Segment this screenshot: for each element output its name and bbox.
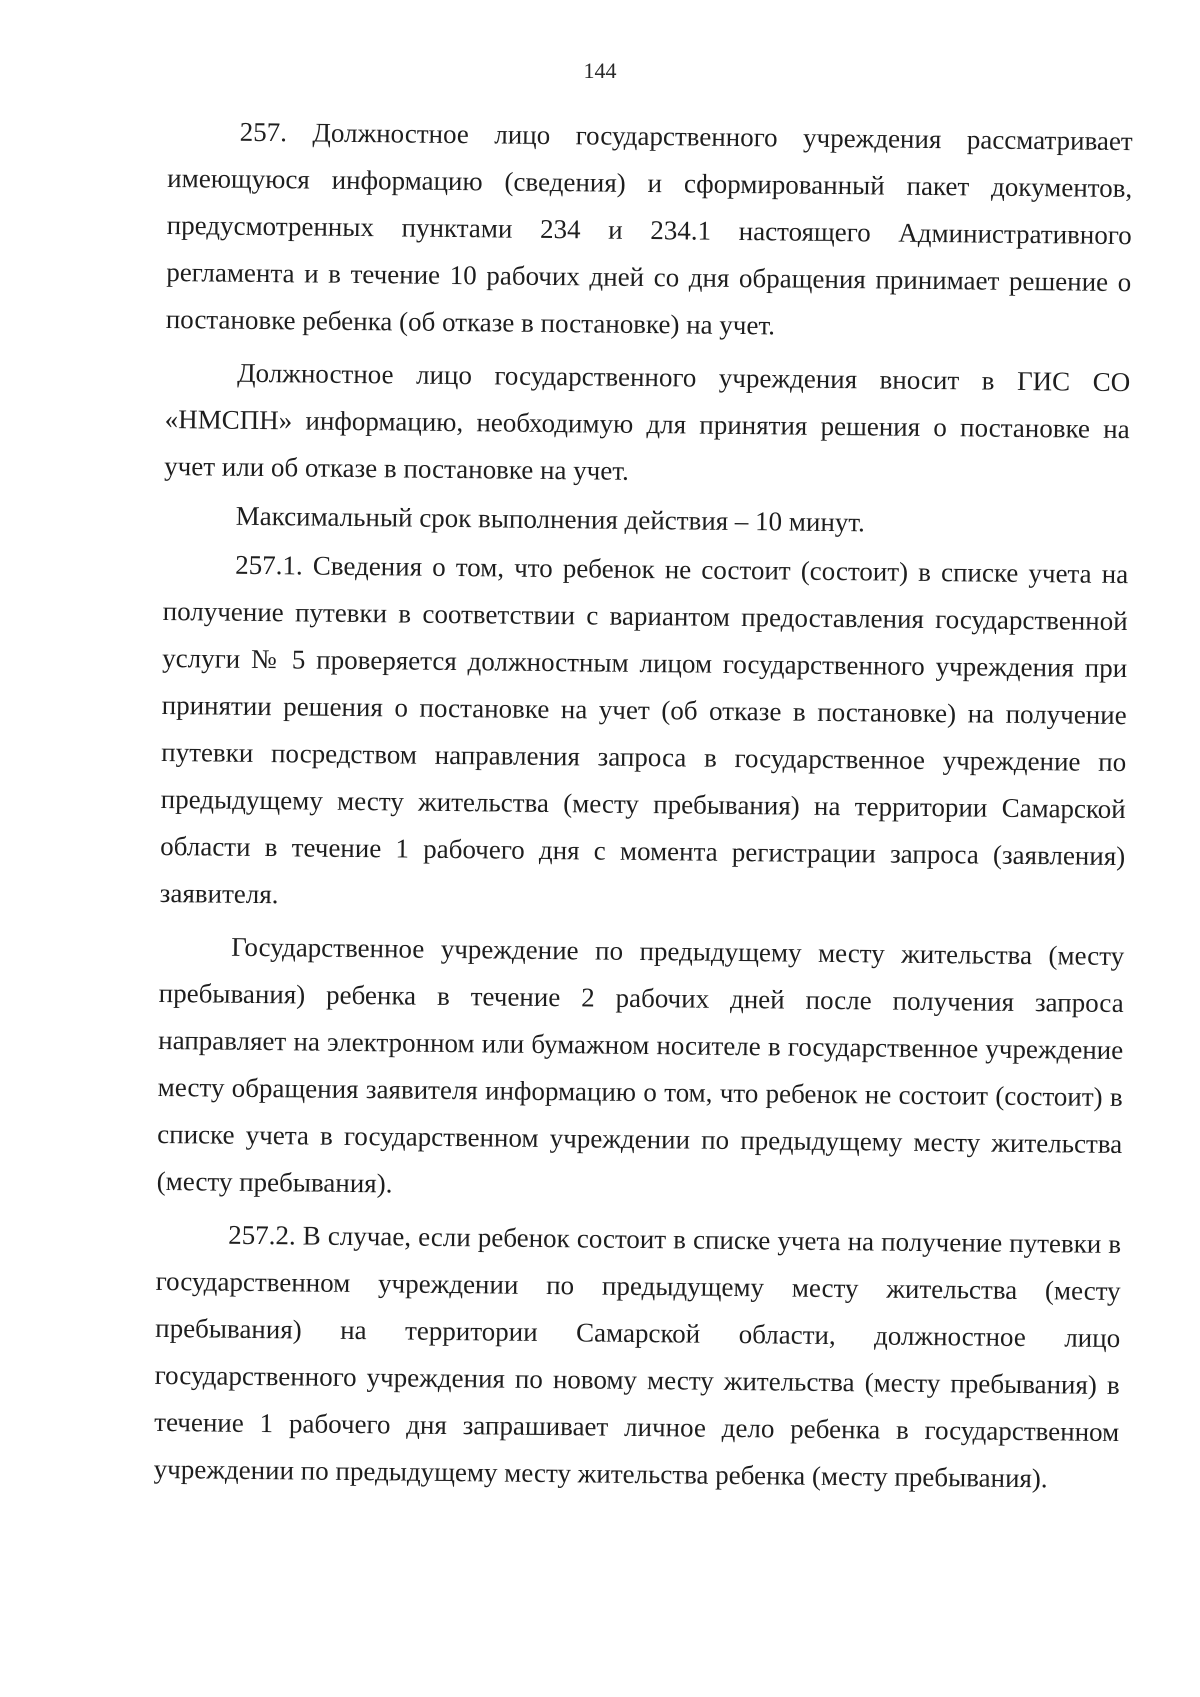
paragraph-max-time: Максимальный срок выполнения действия – 10 минут. <box>235 500 866 538</box>
paragraph-257: 257. Должностное лицо государственного учреждения рассматривает имеющуюся информацию (сведения) и сформированный пакет документов, предусмотренных пунктами 234 и 234.1 настоящего Административного регламента и в течение 10 рабочих дней со дня обращения принимает решение о постановке ребенка (об отказе в постановке) на учет. <box>165 116 1133 341</box>
document-body <box>153 108 1132 1503</box>
paragraph-previous-institution: Государственное учреждение по предыдущему месту жительства (месту пребывания) ребенка в течение 2 рабочих дней после получения запроса направляет на электронном или бумажном носителе в государственное учреждение месту обращения заявителя информацию о том, что ребенок не состоит (состоит) в списке учета в государственном учреждении по предыдущему месту жительства (месту пребывания). <box>156 931 1125 1199</box>
paragraph-257-1: 257.1. Сведения о том, что ребенок не состоит (состоит) в списке учета на получение путевки в соответствии с вариантом предоставления государственной услуги № 5 проверяется должностным лицом государственного учреждения при принятии решения о постановке на учет (об отказе в постановке) на получение путевки посредством направления запроса в государственное учреждение по предыдущему месту жительства (месту пребывания) на территории Самарской области в течение 1 рабочего дня с момента регистрации запроса (заявления) заявителя. <box>159 549 1129 910</box>
paragraph-gis-entry: Должностное лицо государственного учреждения вносит в ГИС СО «НМСПН» информацию, необходимую для принятия решения о постановке на учет или об отказе в постановке на учет. <box>164 357 1131 486</box>
paragraph-257-2: 257.2. В случае, если ребенок состоит в списке учета на получение путевки в государственном учреждении по предыдущему месту жительства (месту пребывания) на территории Самарской области, должностное лицо государственного учреждения по новому месту жительства (месту пребывания) в течение 1 рабочего дня запрашивает личное дело ребенка в государственном учреждении по предыдущему месту жительства ребенка (месту пребывания). <box>153 1219 1122 1494</box>
page-number: 144 <box>583 58 617 83</box>
